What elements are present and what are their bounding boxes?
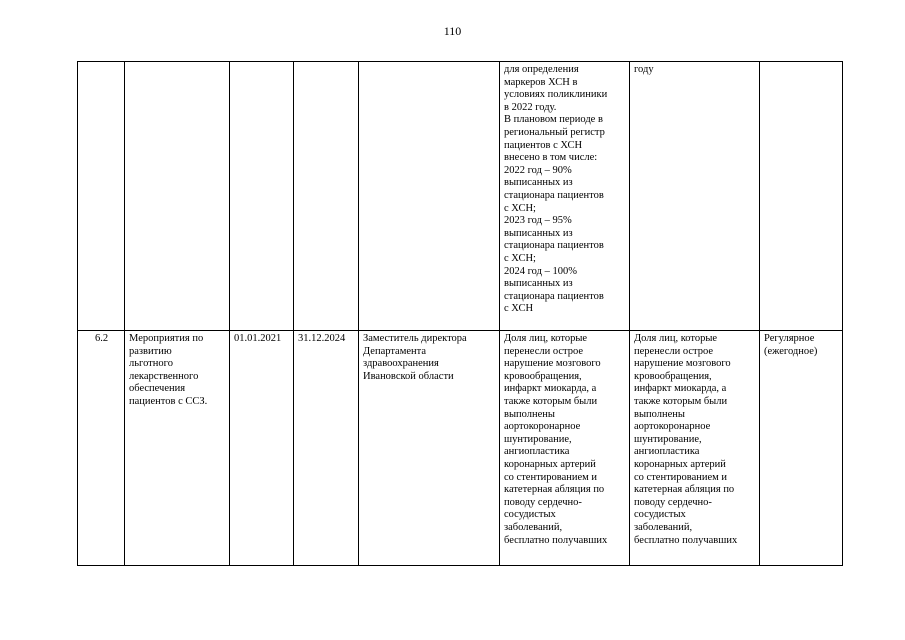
cell-periodicity-empty [760, 62, 843, 331]
table-row-continued [78, 62, 843, 331]
text-line: В плановом периоде в [504, 114, 603, 126]
cell-activity [125, 331, 230, 566]
text-line: здравоохранения [363, 358, 439, 370]
text-line: сосудистых [634, 509, 686, 521]
text-line: пациентов с ХСН [504, 139, 583, 151]
text-line: нарушение мозгового [634, 358, 731, 370]
text-line: коронарных артерий [634, 458, 726, 470]
text-line: Доля лиц, которые [504, 333, 588, 344]
text-line: стационара пациентов [504, 240, 604, 252]
text-line: со стентированием и [634, 471, 728, 483]
plan-table [77, 61, 843, 566]
cell-start-date: 01.01.2021 [230, 331, 294, 566]
text-line: бесплатно получавших [634, 534, 738, 546]
text-line: региональный регистр [504, 126, 605, 138]
text-line: заболеваний, [634, 521, 693, 533]
text-line: Заместитель директора [363, 333, 467, 344]
text-line: выполнены [504, 408, 555, 420]
text-line: в 2022 году. [504, 101, 557, 113]
cell-responsible-empty [359, 62, 500, 331]
text-line: обеспечения [129, 383, 186, 395]
text-line: ангиопластика [504, 446, 570, 458]
text-line: маркеров ХСН в [504, 76, 578, 88]
text-line: инфаркт миокарда, а [504, 383, 597, 395]
text-line: году [634, 64, 654, 75]
cell-indicator-continued [500, 62, 630, 331]
cell-periodicity [760, 331, 843, 566]
text-line: Доля лиц, которые [634, 333, 718, 344]
text-line: коронарных артерий [504, 458, 596, 470]
text-line: бесплатно получавших [504, 534, 608, 546]
cell-number: 6.2 [78, 331, 125, 566]
text-line: шунтирование, [504, 433, 572, 445]
text-line: кровообращения, [634, 370, 712, 382]
text-line: также которым были [634, 395, 728, 407]
text-line: выписанных из [504, 177, 573, 189]
text-line: выполнены [634, 408, 685, 420]
cell-indicator [500, 331, 630, 566]
text-line: аортокоронарное [634, 421, 711, 433]
cell-end-date: 31.12.2024 [294, 331, 359, 566]
table-row-6-2 [78, 331, 843, 566]
cell-number-empty [78, 62, 125, 331]
text-line: Регулярное [764, 333, 815, 344]
text-line: развитию [129, 345, 172, 357]
text-line: лекарственного [129, 370, 199, 382]
text-line: также которым были [504, 395, 598, 407]
text-line: аортокоронарное [504, 421, 581, 433]
text-line: шунтирование, [634, 433, 702, 445]
text-line: катетерная абляция по [504, 484, 605, 496]
text-line: ангиопластика [634, 446, 700, 458]
text-line: Ивановской области [363, 370, 454, 382]
text-line: кровообращения, [504, 370, 582, 382]
text-line: с ХСН; [504, 202, 536, 214]
cell-end-date-empty [294, 62, 359, 331]
text-line: для определения [504, 64, 579, 75]
cell-responsible [359, 331, 500, 566]
text-line: Департамента [363, 345, 427, 357]
text-line: нарушение мозгового [504, 358, 601, 370]
text-line: Мероприятия по [129, 333, 204, 344]
text-line: льготного [129, 358, 173, 370]
text-line: 2024 год – 100% [504, 265, 577, 277]
text-line: со стентированием и [504, 471, 598, 483]
text-line: поводу сердечно- [634, 496, 712, 508]
text-line: перенесли острое [634, 345, 714, 357]
cell-result-continued [630, 62, 760, 331]
text-line: с ХСН; [504, 252, 536, 264]
text-line: стационара пациентов [504, 189, 604, 201]
text-line: поводу сердечно- [504, 496, 582, 508]
cell-start-date-empty [230, 62, 294, 331]
text-line: с ХСН [504, 303, 534, 315]
text-line: внесено в том числе: [504, 152, 598, 164]
cell-activity-empty [125, 62, 230, 331]
text-line: сосудистых [504, 509, 556, 521]
text-line: перенесли острое [504, 345, 584, 357]
text-line: выписанных из [504, 278, 573, 290]
text-line: инфаркт миокарда, а [634, 383, 727, 395]
text-line: 2022 год – 90% [504, 164, 572, 176]
text-line: (ежегодное) [764, 345, 818, 357]
cell-result [630, 331, 760, 566]
text-line: катетерная абляция по [634, 484, 735, 496]
text-line: заболеваний, [504, 521, 563, 533]
text-line: 2023 год – 95% [504, 215, 572, 227]
text-line: стационара пациентов [504, 290, 604, 302]
text-line: выписанных из [504, 227, 573, 239]
text-line: условиях поликлиники [504, 89, 608, 101]
page-number: 110 [443, 24, 462, 38]
text-line: пациентов с ССЗ. [129, 395, 208, 407]
